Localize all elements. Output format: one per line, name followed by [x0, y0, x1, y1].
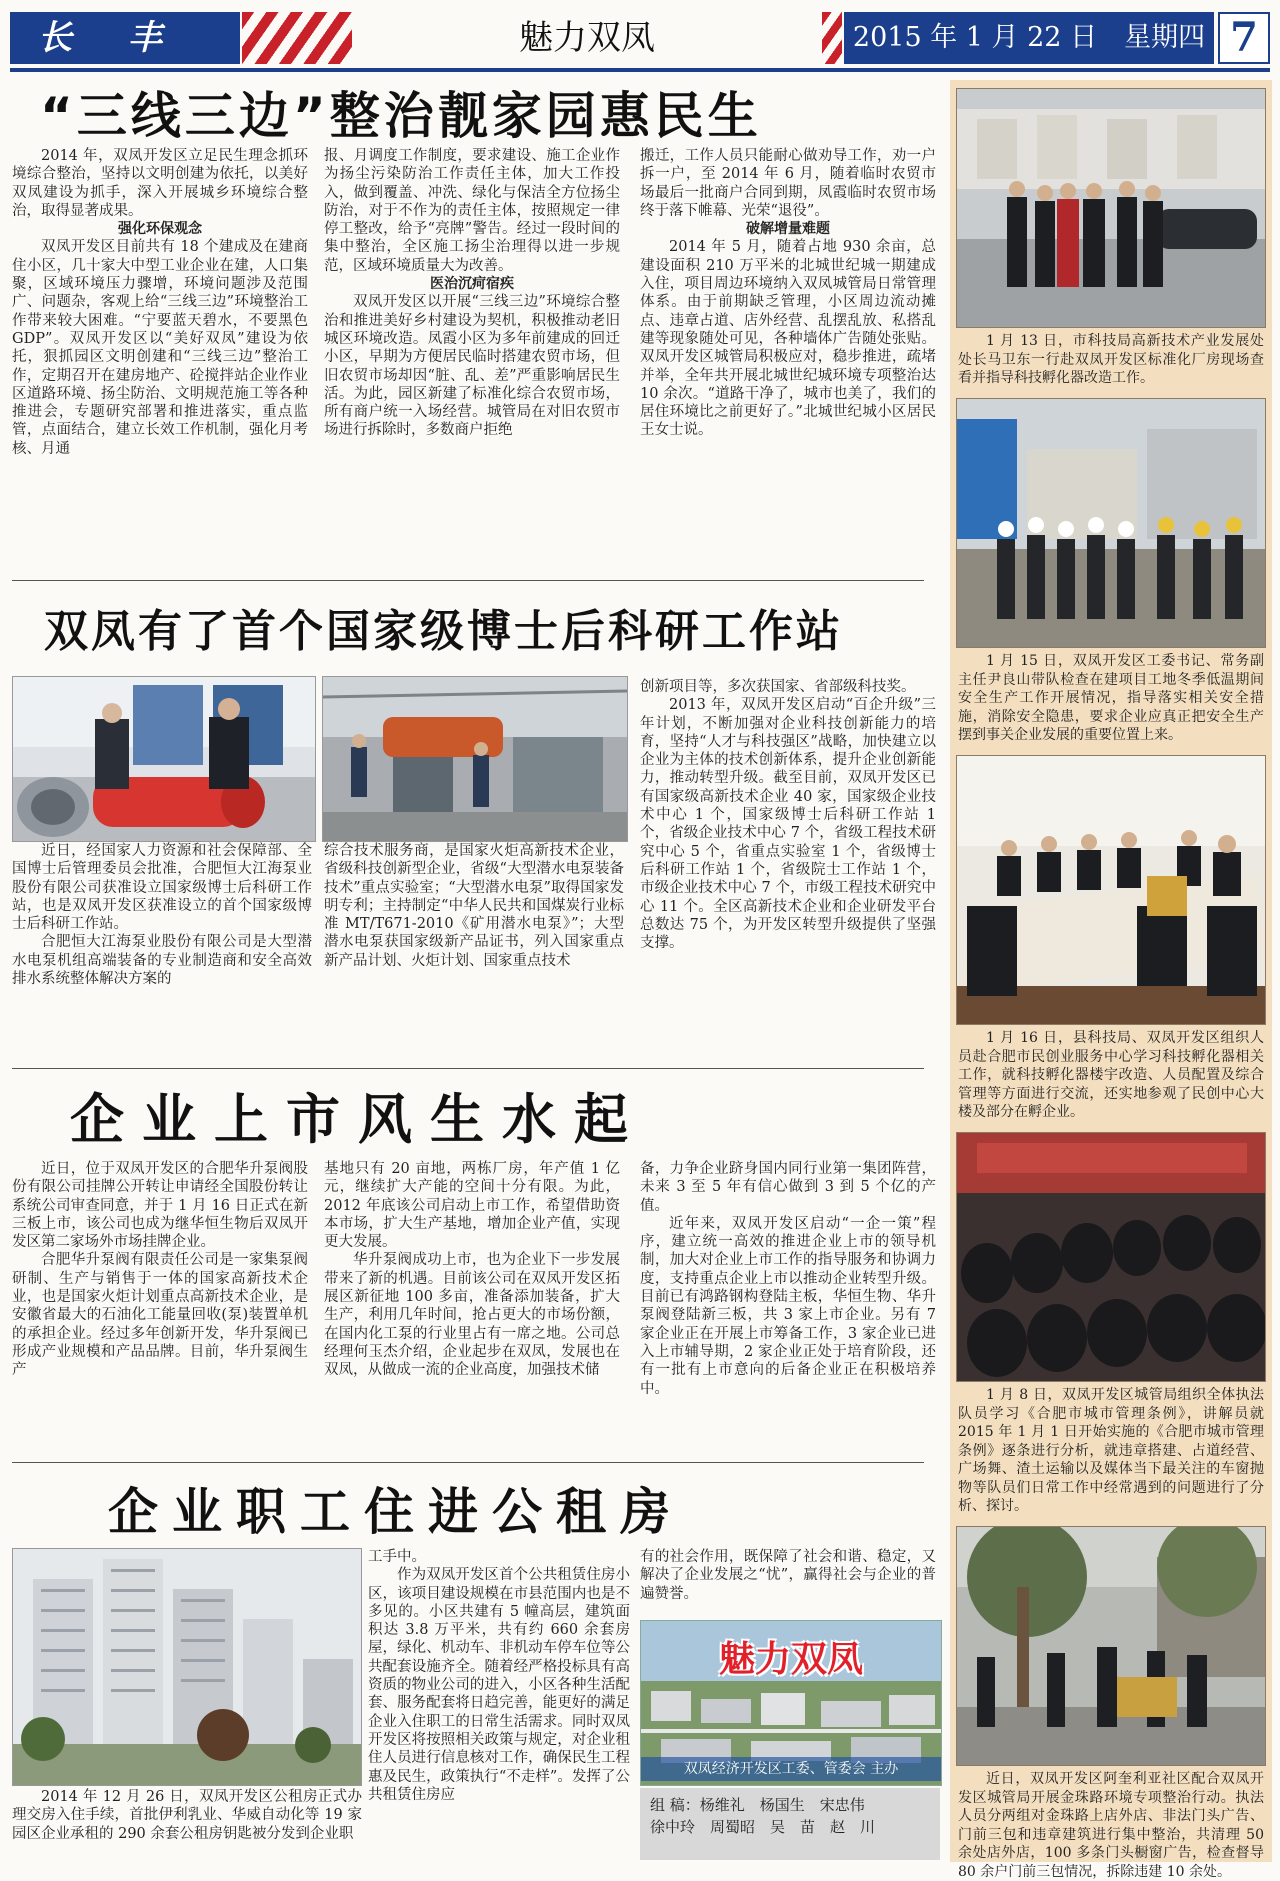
training-session-image [957, 1133, 1266, 1382]
paragraph: 综合技术服务商，是国家火炬高新技术企业，省级科技创新型企业，省级“大型潜水电泵装备技术”重点实验室；“大型潜水电泵”取得国家发明专利；主持制定“中华人民共和国煤炭行业标准 MT/T671-2010《矿用潜水电泵》”；大型潜水电泵获国家级新产品证书，列入国家重点新产品计划、火炬计划、国家重点技术 [324, 843, 624, 969]
section-divider [12, 1462, 924, 1463]
meeting-room-image [957, 756, 1266, 1025]
photo-caption-text: 1 月 13 日，市科技局高新技术产业发展处处长马卫东一行赴双凤开发区标准化厂房现场查看并指导科技孵化器改造工作。 [958, 333, 1264, 386]
paragraph: 2013 年，双凤开发区启动“百企升级”三年计划，不断加强对企业科技创新能力的培育，坚持“人才与科技强区”战略，加快建立以企业为主体的技术创新体系，提升企业创新能力，推动转型升级。截至目前，双凤开发区已有国家级高新技术企业 40 家，国家级企业技术中心 1 个，国家级博士后科研工作站 1 个，省级企业技术中心 7 个，省级工程技术研究中心 5 个，省重点实验室 1 个，省级博士后科研工作站 1 个，省级院士工作站 1 个，市级企业技术中心 7 个，市级工程技术研究中心 11 个。全区高新技术企业和企业研发平台总数达 75 个，为开发区转型升级提供了坚强支撑。 [640, 697, 936, 952]
article1-col1 [12, 147, 308, 559]
photo-caption-text: 1 月 8 日，双凤开发区城管局组织全体执法队员学习《合肥市城市管理条例》，讲解员就 2015 年 1 月 1 日开始实施的《合肥市城市管理条例》逐条进行分析，就违章搭建、占道经营、广场舞、渣土运输以及媒体当下最关注的车窗抛物等队员们日常工作中经常遇到的问题进行了分析、探讨。 [958, 1387, 1264, 1514]
promo-sponsor: 双凤经济开发区工委、管委会 主办 [641, 1757, 941, 1781]
sidebar-photo-5 [956, 1526, 1266, 1766]
sidebar-caption-5 [958, 1770, 1264, 1881]
paragraph: 创新项目等，多次获国家、省部级科技奖。 [640, 679, 916, 695]
header-stripes [242, 12, 352, 64]
paper-name: 长 丰 [10, 12, 240, 64]
sidebar-photo-3 [956, 755, 1266, 1025]
article4-col3 [640, 1548, 936, 1618]
sidebar-caption-3 [958, 1029, 1264, 1122]
subheading: 破解增量难题 [746, 221, 830, 238]
paragraph: 双凤开发区以开展“三线三边”环境综合整治和推进美好乡村建设为契机，积极推动老旧城区环境改造。凤霞小区为多年前建成的回迁小区，早期为方便居民临时搭建农贸市场，但旧农贸市场却因“脏、乱、差”严重影响居民生活。为此，园区新建了标准化综合农贸市场，所有商户统一入场经营。城管局在对旧农贸市场进行拆除时，多数商户拒绝 [324, 294, 620, 439]
photo-news-sidebar [950, 80, 1272, 1880]
paragraph: 2014 年 5 月，随着占地 930 余亩，总建设面积 210 万平米的北城世纪城一期建成入住，项目周边环境纳入双凤城管局日常管理体系。由于前期缺乏管理，小区周边流动摊点、违章占道、店外经营、乱摆乱放、私搭乱建等现象随处可见，各种墙体广告随处张贴。双凤开发区城管局积极应对，稳步推进，疏堵并举，全年共开展北城世纪城环境专项整治达 10 余次。“道路干净了，城市也美了，我们的居住环境比之前更好了。”北城世纪城小区居民王女士说。 [640, 239, 936, 439]
construction-site-inspection-image [957, 399, 1266, 648]
paragraph: 近日，位于双凤开发区的合肥华升泵阀股份有限公司挂牌公开转让申请经全国股份转让系统公司审查同意，并于 1 月 16 日正式在新三板上市，该公司也成为继华恒生物后双凤开发区第二家场外市场挂牌企业。 [12, 1161, 308, 1251]
paragraph: 有的社会作用，既保障了社会和谐、稳定，又解决了企业发展之“忧”，赢得社会与企业的普遍赞誉。 [640, 1549, 936, 1602]
photo-caption-text: 1 月 15 日，双凤开发区工委书记、常务副主任尹良山带队检查在建项目工地冬季低温期间安全生产工作开展情况，指导落实相关安全措施，消除安全隐患，要求企业应真正把安全生产摆到事关企业发展的重要位置上来。 [958, 653, 1264, 743]
article2-title: 双凤有了首个国家级博士后科研工作站 [44, 606, 843, 657]
photo-caption-text: 近日，双凤开发区阿奎利亚社区配合双凤开发区城管局开展金珠路环境专项整治行动。执法人员分两组对金珠路上店外店、非法门头广告、门前三包和违章建筑进行集中整治，共清理 50 余处店外店，100 多条门头橱窗广告，检查督导 80 余户门前三包情况，拆除违建 10 余处。 [958, 1771, 1264, 1880]
paragraph: 2014 年，双凤开发区立足民生理念抓环境综合整治，坚持以文明创建为依托，以美好双凤建设为抓手，深入开展城乡环境综合整治，取得显著成果。 [12, 148, 308, 219]
credits-line1: 组 稿：杨维礼 杨国生 宋忠伟 [650, 1796, 865, 1814]
photo-caption-text: 1 月 16 日，县科技局、双凤开发区组织人员赴合肥市民创业服务中心学习科技孵化器相关工作，就科技孵化器楼宇改造、人员配置及综合管理等方面进行交流，还实地参观了民创中心大楼及部分在孵企业。 [958, 1030, 1264, 1120]
photo-pump-showroom [12, 676, 316, 842]
article4-col2 [368, 1548, 630, 1864]
paragraph: 备，力争企业跻身国内同行业第一集团阵营，未来 3 至 5 年有信心做到 3 到 5 个亿的产值。 [640, 1161, 936, 1214]
paragraph: 搬迁，工作人员只能耐心做劝导工作，劝一户拆一户，至 2014 年 6 月，随着临时农贸市场最后一批商户合同到期，凤霞临时农贸市场终于落下帷幕、光荣“退役”。 [640, 148, 936, 219]
promo-title: 魅力双凤 [718, 1639, 863, 1680]
header-stripes-right [822, 12, 842, 64]
subheading: 医治沉疴宿疾 [430, 276, 514, 293]
paragraph: 近日，经国家人力资源和社会保障部、全国博士后管理委员会批准，合肥恒大江海泵业股份有限公司获准设立国家级博士后科研工作站，也是双凤开发区获准设立的首个国家级博士后科研工作站。 [12, 843, 312, 933]
sidebar-caption-1 [958, 332, 1264, 388]
article1-col2 [324, 147, 620, 559]
paragraph: 双凤开发区目前共有 18 个建成及在建商住小区，几十家大中型工业企业在建，人口集聚，区域环境压力骤增，环境问题涉及范围广、问题杂，客观上给“三线三边”环境整治工作带来较大困难。“宁要蓝天碧水，不要黑色 GDP”。双凤开发区以“美好双凤”建设为依托，狠抓园区文明创建和“三线三边”整治工作，定期召开在建房地产、砼搅拌站企业作业区道路环境、扬尘防治、文明规范施工等各种推进会，专题研究部署和推进落实，重点监管，点面结合，建立长效工作机制，强化月考核、月通 [12, 239, 308, 457]
section-divider [12, 1068, 924, 1069]
street-cleanup-image [957, 1527, 1266, 1766]
article1-title: “三线三边”整治靓家园惠民生 [40, 87, 762, 145]
sidebar-photo-4 [956, 1132, 1266, 1382]
subheading: 强化环保观念 [118, 221, 202, 238]
article2-col3 [640, 678, 936, 1048]
paragraph: 近年来，双凤开发区启动“一企一策”程序，建立统一高效的推进企业上市的领导机制，加大对企业上市工作的指导服务和协调力度，支持重点企业上市以推动企业转型升级。目前已有鸿路钢构登陆主板，华恒生物、华升泵阀登陆新三板，共 3 家上市企业。另有 7 家企业正在开展上市筹备工作，3 家企业已进入上市辅导期，2 家企业正处于培育阶段，还有一批有上市意向的后备企业正在积极培养中。 [640, 1215, 936, 1397]
sidebar-caption-2 [958, 652, 1264, 745]
pump-showroom-image [13, 677, 316, 842]
article3-col3 [640, 1160, 936, 1438]
paragraph: 合肥华升泵阀有限责任公司是一家集泵阀研制、生产与销售于一体的国家高新技术企业，也是国家火炬计划重点高新技术企业，是安徽省最大的石油化工能量回收(泵)装置单机的承担企业。经过多年创新开发，华升泵阀已形成产业规模和产品品牌。目前，华升泵阀生产 [12, 1252, 308, 1379]
sidebar-photo-2 [956, 398, 1266, 648]
article4-col1 [12, 1788, 362, 1864]
sidebar-photo-1 [956, 88, 1266, 328]
page-number: 7 [1218, 12, 1270, 64]
apartment-towers-image [13, 1549, 362, 1786]
paragraph: 作为双凤开发区首个公共租赁住房小区，该项目建设规模在市县范围内也是不多见的。小区共建有 5 幢高层，建筑面积达 3.8 万平米，共有约 660 余套房屋，绿化、机动车、非机动车停车位等公共配套设施齐全。随着经严格投标具有高资质的物业公司的进入，小区各种生活配套、服务配套将日趋完善，能更好的满足企业入住职工的日常生活需求。同时双凤开发区将按照相关政策与规定，对企业租住人员进行信息核对工作，确保民生工程惠及民生，政策执行“不走样”。发挥了公共租赁住房应 [368, 1567, 630, 1803]
paragraph: 工手中。 [368, 1549, 426, 1565]
promo-banner [640, 1620, 942, 1786]
issue-date: 2015 年 1 月 22 日 星期四 [844, 12, 1214, 64]
article3-col1 [12, 1160, 308, 1438]
photo-pump-workshop [322, 676, 628, 842]
photo-public-rental-housing [12, 1548, 362, 1786]
section-divider [12, 580, 924, 581]
paragraph: 2014 年 12 月 26 日，双凤开发区公租房正式办理交房入住手续，首批伊利乳业、华威自动化等 19 家园区企业承租的 290 余套公租房钥匙被分发到企业职 [12, 1789, 362, 1842]
inspection-visit-image [957, 89, 1266, 328]
masthead [10, 8, 1270, 72]
editor-credits [640, 1788, 940, 1860]
paragraph: 华升泵阀成功上市，也为企业下一步发展带来了新的机遇。目前该公司在双凤开发区拓展区新征地 100 多亩，准备添加装备，扩大生产，利用几年时间，抢占更大的市场份额，在国内化工泵的行业里占有一席之地。公司总经理何玉杰介绍，企业起步在双凤，发展也在双凤，从做成一流的企业高度，加强技术储 [324, 1252, 620, 1379]
article3-col2 [324, 1160, 620, 1438]
paragraph: 合肥恒大江海泵业股份有限公司是大型潜水电泵机组高端装备的专业制造商和安全高效排水系统整体解决方案的 [12, 934, 312, 988]
article1-col3 [640, 147, 936, 559]
article2-col2 [324, 842, 624, 1048]
article3-title: 企业上市风生水起 [70, 1088, 646, 1151]
sidebar-caption-4 [958, 1386, 1264, 1516]
pump-workshop-image [323, 677, 628, 842]
paragraph: 报、月调度工作制度，要求建设、施工企业作为扬尘污染防治工作责任主体，加大工作投入，做到覆盖、冲洗、绿化与保洁全方位扬尘防治，对于不作为的责任主体，按照规定一律停工整改，给予“亮牌”警告。经过一段时间的集中整治，全区施工扬尘治理得以进一步规范，区域环境质量大为改善。 [324, 148, 620, 274]
article2-col1 [12, 842, 312, 1048]
credits-line2: 徐中玲 周蜀昭 吴 苗 赵 川 [650, 1818, 876, 1836]
paragraph: 基地只有 20 亩地，两栋厂房，年产值 1 亿元，继续扩大产能的空间十分有限。为此，2012 年底该公司启动上市工作，希望借助资本市场，扩大生产基地，增加企业产值，实现更大发展。 [324, 1161, 620, 1251]
article4-title: 企业职工住进公租房 [108, 1483, 684, 1541]
section-title: 魅力双凤 [519, 18, 655, 58]
